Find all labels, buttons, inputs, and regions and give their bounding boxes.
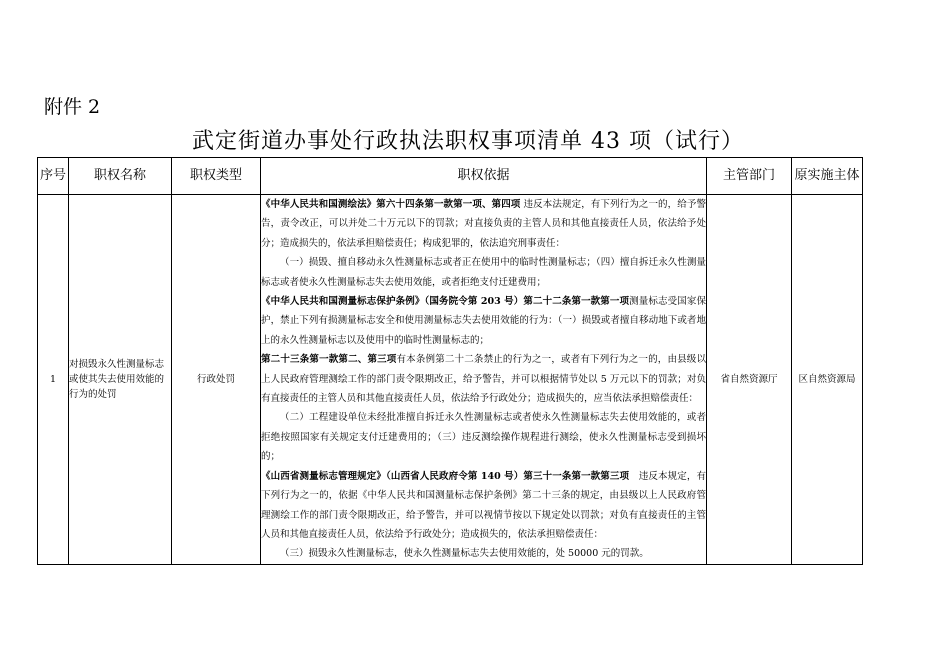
basis-text-1: 违反本法规定，有下列行为之一的，给予警告，责令改正，可以并处二十万元以下的罚款；对直接负责的主管人员和其他直接责任人员，依法给予处分；造成损失的，依法承担赔偿责任；构成犯罪的，依法追究刑事责任： [261,199,706,249]
basis-paragraph-7: （三）损毁永久性测量标志，使永久性测量标志失去使用效能的，处 50000 元的罚款。 [280,548,649,560]
authority-table [37,157,863,565]
header-original: 原实施主体 [792,158,863,195]
row-basis [261,195,707,565]
basis-law-1: 《中华人民共和国测绘法》第六十四条第一款第一项、第四项 [261,199,521,210]
basis-paragraph-4 [261,350,706,408]
row-dept: 省自然资源厅 [707,195,792,565]
basis-text-3: 测量标志受国家保护，禁止下列有损测量标志安全和使用测量标志失去使用效能的行为：（一）损毁或者擅自移动地下或者地上的永久性测量标志以及使用中的临时性测量标志的； [261,296,706,346]
basis-paragraph-5: （二）工程建设单位未经批准擅自拆迁永久性测量标志或者使永久性测量标志失去使用效能的，或者拒绝按照国家有关规定支付迁建费用的；（三）违反测绘操作规程进行测绘，使永久性测量标志受到损坏的； [261,412,706,463]
header-dept: 主管部门 [707,158,792,195]
header-name: 职权名称 [69,158,172,195]
header-index: 序号 [38,158,69,195]
header-basis: 职权依据 [261,158,707,195]
table-row [38,195,863,565]
basis-text-6: 违反本规定，有下列行为之一的，依据《中华人民共和国测量标志保护条例》第二十三条的规定，由县级以上人民政府管理测绘工作的部门责令限期改正，给予警告，并可以视情节按以下规定处以罚款；对负有直接责任的主管人员和其他直接责任人员，依法给予行政处分；造成损失的，依法承担赔偿责任： [261,470,706,540]
basis-paragraph-3 [261,292,706,350]
row-type: 行政处罚 [172,195,261,565]
table-header-row [38,158,863,195]
basis-text-4: 有本条例第二十二条禁止的行为之一，或者有下列行为之一的，由县级以上人民政府管理测绘工作的部门责令限期改正，给予警告，并可以根据情节处以 5 万元以下的罚款；对负有直接责任的主管人员和其他直接责任人员，依法给予行政处分；造成损失的，应当依法承担赔偿责任： [261,354,706,405]
basis-law-4: 《山西省测量标志管理规定》（山西省人民政府令第 140 号）第三十一条第一款第三项 [261,470,630,482]
header-type: 职权类型 [172,158,261,195]
basis-paragraph-6 [261,467,706,545]
row-name: 对损毁永久性测量标志或使其失去使用效能的行为的处罚 [69,195,172,565]
row-index: 1 [38,195,69,565]
basis-law-3: 第二十三条第一款第二、第三项 [261,354,397,366]
basis-paragraph-2: （一）损毁、擅自移动永久性测量标志或者正在使用中的临时性测量标志；（四）擅自拆迁永久性测量标志或者使永久性测量标志失去使用效能，或者拒绝支付迁建费用； [261,257,706,288]
basis-paragraph-1 [261,195,706,253]
document-title: 武定街道办事处行政执法职权事项清单 43 项（试行） [192,129,744,154]
attachment-label: 附件 2 [44,96,101,118]
basis-law-2: 《中华人民共和国测量标志保护条例》（国务院令第 203 号）第二十二条第一款第一项 [261,296,630,308]
row-original: 区自然资源局 [792,195,863,565]
